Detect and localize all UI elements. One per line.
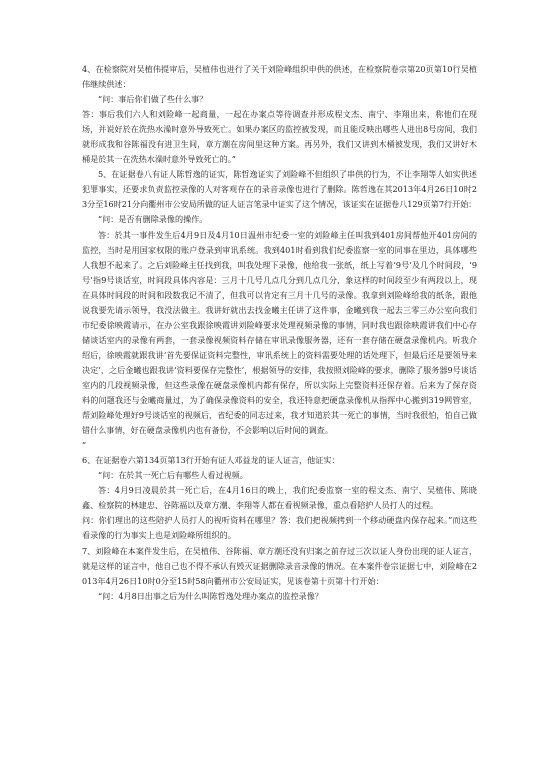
paragraph-5-question: “问：是否有删除录像的操作。 [98,214,208,225]
paragraph-4-intro: 4、在检察院对吴植伟提审后，吴植伟也进行了关于刘险峰组织申供的供述，在检察院卷宗第20页第10行吴植伟继续供述： [82,64,477,90]
paragraph-6-followup: 问：你们理出的这些陪护人员打人的视听资料在哪里？答：我们把视频拷到一个移动硬盘内保存起来。”而这些看录像的行为事实上也是刘险峰所组织的。 [82,515,477,541]
paragraph-6-intro: 6、在证据卷六第134页第13行开始有证人邓益龙的证人证言，他证实： [82,455,340,466]
paragraph-7-intro: 7、刘险峰在本案件发生后，在吴植伟、谷陈福、章方潮还没有归案之前存过三次以证人身份出现的证人证言，就是这样的证言中，他自己也不得不承认有毁灭证据删除录音录像的情况。在本案件卷宗证据七中，刘险峰在2013年4月26日10时0分至15时58向衢州市公安局证实，见该卷第十页第十行开始： [82,545,477,586]
paragraph-6-answer: 答：4月9日凌晨於其一死亡后，在4月16日的晚上，我们纪委监察一室的程文杰、南宁、吴植伟、陈晓鑫、检察院的林建忠、谷陈福以及章方潮、李翔等人都在看视频录像，重点看陪护人员打人的过程。 [82,485,477,511]
paragraph-4-question: “问：事后你们做了些什么事？ [98,94,208,105]
paragraph-7-question: “问：4月8日出事之后为什么叫陈哲逸处理办案点的监控录像？ [98,590,323,601]
paragraph-5-answer: 答：於其一事件发生后4月9日及4月10日温州市纪委一室的刘险峰主任叫我到401房间帮他开401房间的监控，当时是用国家权限的账户登录到审讯系统。我到401时看到我们纪委监察一室的同事在里边，具体哪些人我想不起来了。之后刘险峰主任找到我，叫我处理下录像，他给我一张纸，纸上写着‘9号’及几个时间段，‘9号’指9号谈话室，时间段具体内容是：三月十几号几点几分到几点几分，象这样的时间段至少有两段以上，现在具体时间段的时间和段数我记不清了，但我可以肯定有三月十几号的录像。我拿到刘险峰给我的纸条，跟他说我要先请示领导，我没法做主。我讲好就出去找金曦主任讲了这件事，金曦到我一起去三零三办公室向我们市纪委徐映霞请示，在办公室我跟徐映霞讲刘险峰要求处理视频录像的事情，同时我也跟徐映霞讲我们中心存储谈话室内的录像有两套，一套录像视频资料存储在审讯录像服务器，还有一套存储在硬盘录像机内。听我介绍后，徐映霞就跟我讲‘首先要保证资料完整性，审讯系统上的资料需要处理的话处理下，但最后还是要领导来决定’，之后金曦也跟我讲‘资料要保存完整性’，根据领导的安排，我按照刘险峰的要求，删除了服务器9号谈话室内的几段视频录像，但这些录像在硬盘录像机内都有保存，所以实际上完整资料还保存着。后来为了保存资料的问题我还与金曦商量过，为了确保录像资料的安全，我还特意把硬盘录像机从指挥中心搬到319网管室，帮刘险峰处理好9号谈话室的视频后，省纪委的同志过来，我才知道於其一死亡的事情，当时我很怕，怕自己做错什么事情，好在硬盘录像机内也有备份，不会影响以后时间的调查。 [82,229,477,436]
paragraph-6-question: “问：在於其一死亡后有哪些人看过视频。 [98,470,248,481]
paragraph-4-answer: 答：事后我们六人和刘险峰一起商量，一起在办案点等待调查并形成程文杰、南宁、李翔出来，称他们在现场，并说好於在洗热水澡时意外导致死亡。如果办案区的监控被发现，而且能反映出哪些人进出8号房间，我们就形成我和谷陈福没有进卫生间，章方潮在房间里这种方案。再另外，我们又讲到木桶被发现，我们又讲好木桶是於其一在洗热水澡时意外导致死亡的。” [82,109,477,165]
paragraph-5-intro: 5、在证据卷八有证人陈哲逸的证实，陈哲逸证实了刘险峰不但组织了串供的行为，不让李翔等人如实供述犯罪事实，还要求负责监控录像的人对客观存在的录音录像也进行了删除。陈哲逸在其2013年4月26日10时23分至16时21分向衢州市公安局所做的证人证言笔录中证实了这个情况，该证实在证据卷八129页第7行开始： [82,169,477,210]
paragraph-5-close-quote: ” [82,440,87,451]
